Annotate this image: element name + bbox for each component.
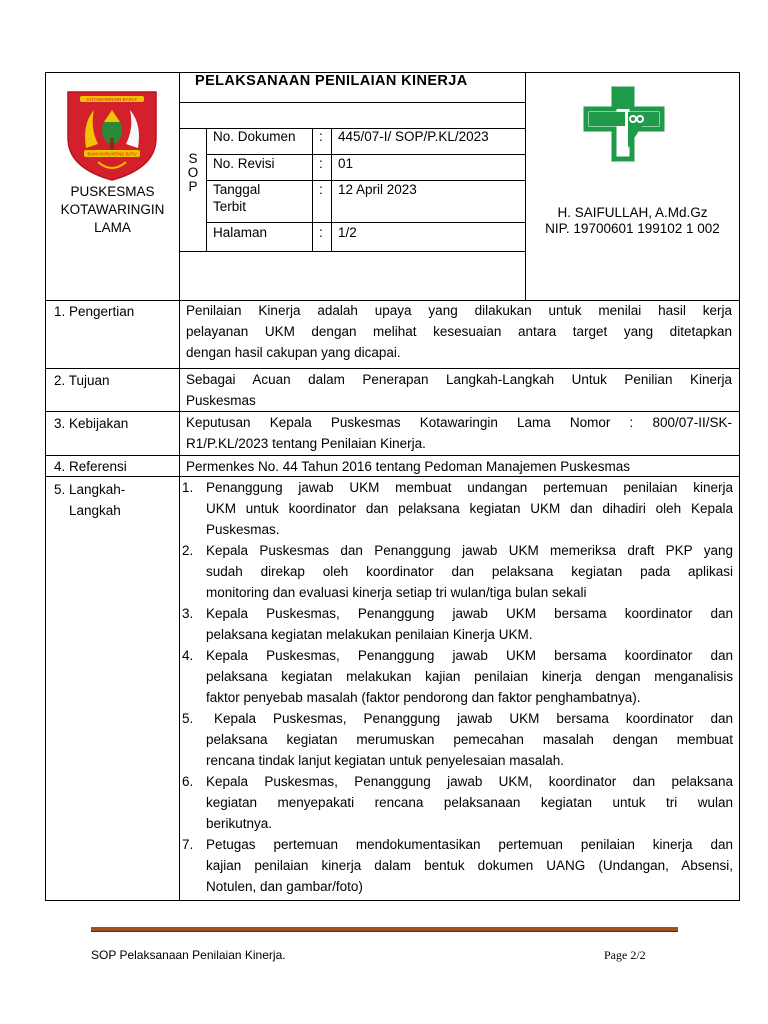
- step-line: berikutnya.: [206, 816, 273, 831]
- issue-date-label: [213, 181, 260, 215]
- step-line: UKM untuk koordinator dan pelaksana kegiatan UKM dan dihadiri oleh Kepala: [206, 501, 733, 516]
- step-item: [182, 834, 733, 897]
- step-line: monitoring dan evaluasi kinerja setiap tri wulan/tiga bulan sekali: [206, 585, 587, 600]
- step-line: sudah direkap oleh koordinator dan pelaksana kegiatan pada aplikasi: [206, 564, 733, 579]
- step-line: Kepala Puskesmas, Penanggung jawab UKM bersama koordinator dan: [214, 711, 733, 726]
- step-line: kajian penilaian kinerja dalam bentuk dokumen UANG (Undangan, Absensi,: [206, 858, 733, 873]
- issue-date-label-line-1: Tanggal: [213, 182, 261, 197]
- revision-sep: :: [319, 156, 323, 171]
- step-line: Penanggung jawab UKM membuat undangan pertemuan penilaian kinerja: [206, 480, 733, 495]
- svg-text:BUMI MARUNTING BATU: BUMI MARUNTING BATU: [87, 151, 137, 157]
- district-seal-logo: [64, 88, 160, 182]
- step-number: 5.: [182, 711, 194, 726]
- org-name-line-2: KOTAWARINGIN: [60, 202, 165, 217]
- sop-letter-o: O: [187, 165, 199, 180]
- step-line: Notulen, dan gambar/foto): [206, 879, 363, 894]
- kebijakan-line-2: R1/P.KL/2023 tentang Penilaian Kinerja.: [186, 436, 426, 451]
- pengertian-line-2: pelayanan UKM dengan melihat kesesuaian antara target yang ditetapkan: [186, 324, 732, 339]
- page-label: Halaman: [213, 225, 268, 240]
- step-number: 1.: [182, 480, 194, 495]
- section-body-tujuan: [186, 369, 732, 411]
- section-label-kebijakan: 3. Kebijakan: [54, 416, 129, 431]
- doc-number-sep: :: [319, 129, 323, 144]
- pengertian-line-1: Penilaian Kinerja adalah upaya yang dilakukan untuk menilai hasil kerja: [186, 303, 732, 318]
- section-label-referensi: 4. Referensi: [54, 459, 127, 474]
- step-line: Petugas pertemuan mendokumentasikan pertemuan penilaian kinerja dan: [206, 837, 733, 852]
- step-line: pelaksana kegiatan melakukan penilaian Kinerja UKM.: [206, 627, 533, 642]
- step-line: rencana tindak lanjut kegiatan untuk penyelesaian masalah.: [206, 753, 564, 768]
- step-line: Kepala Puskesmas dan Penanggung jawab UKM memeriksa draft PKP yang: [206, 543, 733, 558]
- step-number: 6.: [182, 774, 194, 789]
- section-body-kebijakan: [186, 412, 732, 454]
- step-line: kegiatan menyepakati rencana pelaksanaan kegiatan untuk tri wulan: [206, 795, 733, 810]
- section-body-pengertian: [186, 300, 732, 363]
- issue-date-sep: :: [319, 182, 323, 197]
- step-line: Puskesmas.: [206, 522, 280, 537]
- footer-rule: [91, 927, 678, 932]
- page-value: 1/2: [338, 225, 357, 240]
- step-line: faktor penyebab masalah (faktor pendorong dan faktor penghambatnya).: [206, 690, 641, 705]
- signer-name: H. SAIFULLAH, A.Md.Gz: [557, 205, 708, 220]
- langkah-label-line-1: 5. Langkah-: [54, 482, 126, 497]
- step-item: [182, 771, 733, 834]
- step-number: 7.: [182, 837, 194, 852]
- footer-doc-title: SOP Pelaksanaan Penilaian Kinerja.: [91, 948, 286, 962]
- sop-letter-s: S: [188, 151, 198, 166]
- step-line: pelaksana kegiatan merumuskan pemecahan masalah dengan membuat: [206, 732, 733, 747]
- issue-date-value: 12 April 2023: [338, 182, 417, 197]
- step-line: Kepala Puskesmas, Penanggung jawab UKM, koordinator dan pelaksana: [206, 774, 733, 789]
- tujuan-line-1: Sebagai Acuan dalam Penerapan Langkah-Langkah Untuk Penilian Kinerja: [186, 372, 732, 387]
- doc-number-value: 445/07-I/ SOP/P.KL/2023: [338, 129, 489, 144]
- svg-text:KOTAWARINGIN BARAT: KOTAWARINGIN BARAT: [86, 97, 138, 102]
- kebijakan-line-1: Keputusan Kepala Puskesmas Kotawaringin Lama Nomor : 800/07-II/SK-: [186, 415, 732, 430]
- step-item: [182, 708, 733, 771]
- pengertian-line-3: dengan hasil cakupan yang dicapai.: [186, 345, 401, 360]
- step-item: [182, 540, 733, 603]
- page-title: PELAKSANAAN PENILAIAN KINERJA: [195, 73, 468, 89]
- step-number: 2.: [182, 543, 194, 558]
- org-name-line-3: LAMA: [94, 220, 131, 235]
- page-sep: :: [319, 225, 323, 240]
- org-name-line-1: PUSKESMAS: [70, 184, 155, 199]
- revision-value: 01: [338, 156, 354, 171]
- step-number: 4.: [182, 648, 194, 663]
- doc-number-label: No. Dokumen: [213, 129, 296, 144]
- puskesmas-logo: [578, 86, 670, 162]
- org-name: [46, 183, 179, 237]
- sop-letter-p: P: [188, 179, 198, 194]
- step-line: Kepala Puskesmas, Penanggung jawab UKM bersama koordinator dan: [206, 606, 733, 621]
- signer-nip: NIP. 19700601 199102 1 002: [545, 221, 720, 236]
- step-item: [182, 477, 733, 540]
- steps-list: [182, 477, 733, 897]
- revision-label: No. Revisi: [213, 156, 275, 171]
- tujuan-line-2: Puskesmas: [186, 393, 256, 408]
- section-label-langkah: [54, 479, 125, 521]
- sop-letters: [182, 152, 204, 194]
- step-item: [182, 645, 733, 708]
- section-label-pengertian: 1. Pengertian: [54, 304, 135, 319]
- step-line: Kepala Puskesmas, Penanggung jawab UKM bersama koordinator dan: [206, 648, 733, 663]
- footer-page-number: Page 2/2: [604, 948, 646, 962]
- langkah-label-line-2: Langkah: [69, 503, 121, 518]
- step-item: [182, 603, 733, 645]
- section-label-tujuan: 2. Tujuan: [54, 373, 110, 388]
- step-number: 3.: [182, 606, 194, 621]
- issue-date-label-line-2: Terbit: [213, 199, 247, 214]
- step-line: pelaksana kegiatan melakukan kajian penilaian kinerja dengan menganalisis: [206, 669, 733, 684]
- section-body-referensi: Permenkes No. 44 Tahun 2016 tentang Pedoman Manajemen Puskesmas: [186, 459, 631, 474]
